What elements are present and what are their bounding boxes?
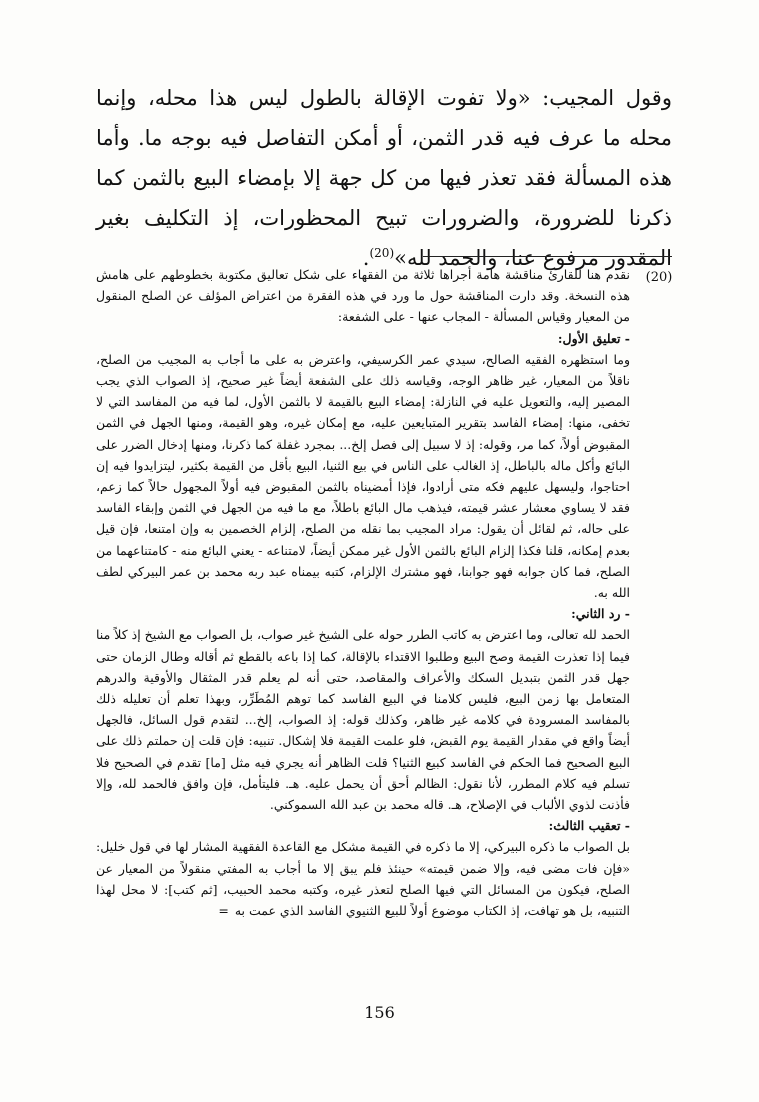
footnote-third-followup (96, 836, 630, 921)
footnote-second-reply: الحمد لله تعالى، وما اعترض به كاتب الطرر حوله على الشيخ غير صواب، بل الصواب مع الشيخ إذ كلاً منا فيما إذا تعذرت القيمة وصح البيع وطلبوا الاقتداء بالإقالة، كما إذا باعه بالقطع ثم أقاله وطال الزمان حتى جهل قدر الثمن بتبديل السكك والأعراف والمقاصد، حتى أنه لم يعلم قدر المثقال والأوقية والدرهم المتعامل بها زمن البيع، فليس كلامنا في البيع الفاسد كما توهم المُطَرِّر، وبهذا تعلم أن تعليله ذلك بالمفاسد المسرودة في كلامه غير ظاهر، وكذلك قوله: إذ الصواب، إلخ... لتقدم قول السائل، فالجهل أيضاً واقع في مقدار القيمة يوم القبض، فلو علمت القيمة فلا إشكال. تنبيه: فإن قلت إن حملتم ذلك على البيع الصحيح فما الحكم في الفاسد كبيع الثنيا؟ قلت الظاهر أنه يجري فيه مثل [ما] تقدم في الصحيح فلا تسلم فيه كلام المطرر، لأنا نقول: الظالم أحق أن يحمل عليه. هـ. فليتأمل، فإن وافق فالحمد لله، وإلا فأذنت لذوي الألباب في الإصلاح، هـ. قاله محمد بن عبد الله السموكني. (96, 627, 630, 813)
main-text (96, 78, 672, 278)
footnote-separator (423, 256, 672, 257)
footnote-heading-third-followup: - تعقيب الثالث: (548, 818, 630, 834)
main-text-body: وقول المجيب: «ولا تفوت الإقالة بالطول ليس هذا محله، وإنما محله ما عرف فيه قدر الثمن، أو أمكن التفاصل فيه بوجه ما. وأما هذه المسألة فقد تعذر فيها من كل جهة إلا بإمضاء البيع بالثمن كما ذكرنا للضرورة، والضرورات تبيح المحظورات، إذ التكليف بغير المقدور مرفوع عنا، والحمد لله» (96, 86, 672, 270)
main-text-end: . (362, 246, 370, 270)
footnote-block (96, 264, 630, 921)
footnote-first-comment: وما استظهره الفقيه الصالح، سيدي عمر الكرسيفي، واعترض به على ما أجاب به المجيب من الصلح، ناقلاً من المعيار، غير ظاهر الوجه، وقياسه ذلك على الشفعة أيضاً غير صحيح، إذ الصواب الذي يجب المصير إليه، والتعويل عليه في النازلة: إمضاء البيع بالقيمة لا بالثمن الأول، لما فيه من المفاسد التي لا تخفى، منها: إمضاء الفاسد بتقرير المتبايعين عليه، مع إمكان غيره، وهو القيمة، ومنها الجهل في الثمن المقبوض أولاً، كما مر، وقوله: إذ لا سبيل إلى فصل إلخ... بمجرد غفلة كما ذكرنا، ومنها إدخال الضرر على البائع وأكل ماله بالباطل، إذ الغالب على الناس في بيع الثنيا، البيع بأقل من القيمة بكثير، ليتزايدوا فيه إن احتاجوا، وليسهل عليهم فكه متى أرادوا، فإذا أمضيناه بالثمن المقبوض فيه أولاً المجهول حالاً كما زعم، فقد لا يساوي معشار عشر قيمته، فيذهب مال البائع باطلاً، مع ما فيه من الجهل في الثمن وإبقاء الفاسد على حاله، ثم لقائل أن يقول: مراد المجيب بما نقله من الصلح، إلزام الخصمين به وإن امتنعا، فإن قيل بعدم إمكانه، قلنا فكذا إلزام البائع بالثمن الأول غير ممكن أيضاً، لامتناعه - يعني البائع منه - كامتناعهما من الصلح، فما كان جوابه فهو جوابنا، فهو مشترك الإلزام، كتبه بيمناه عبد ربه محمد بن عمر البيركي لطف الله به. (96, 351, 630, 601)
footnote-intro: نقدم هنا للقارئ مناقشة هامة أجراها ثلاثة من الفقهاء على شكل تعاليق مكتوبة بخطوطهم على هامش هذه النسخة. وقد دارت المناقشة حول ما ورد في هذه الفقرة من اعتراض المؤلف عن الصلح المنقول من المعيار وقياس المسألة - المجاب عنها - على الشفعة: (96, 267, 630, 325)
page-number: 156 (364, 1003, 395, 1022)
footnote-heading-second-reply: - رد الثاني: (571, 606, 630, 622)
footnote-number: (20) (645, 270, 673, 285)
footnote-reference: (20) (369, 246, 395, 260)
footnote-heading-first-comment: - تعليق الأول: (557, 330, 630, 346)
main-paragraph (96, 78, 672, 278)
continuation-mark: = (218, 903, 229, 919)
footnote-third-text: بل الصواب ما ذكره البيركي، إلا ما ذكره في القيمة مشكل مع القاعدة الفقهية المشار لها في قول خليل: «فإن فات مضى فيه، وإلا ضمن قيمته» حينئذ فلم يبق إلا ما أجاب به المفتي منقولاً من المعيار عن الصلح، فيكون من المسائل التي فيها الصلح لتعذر غيره، وكتبه محمد الحبيب، [ثم كتب]: لا محل لهذا التنبيه، بل هو تهافت، إذ الكتاب موضوع أولاً للبيع الثنيوي الفاسد الذي عمت به (96, 839, 630, 919)
